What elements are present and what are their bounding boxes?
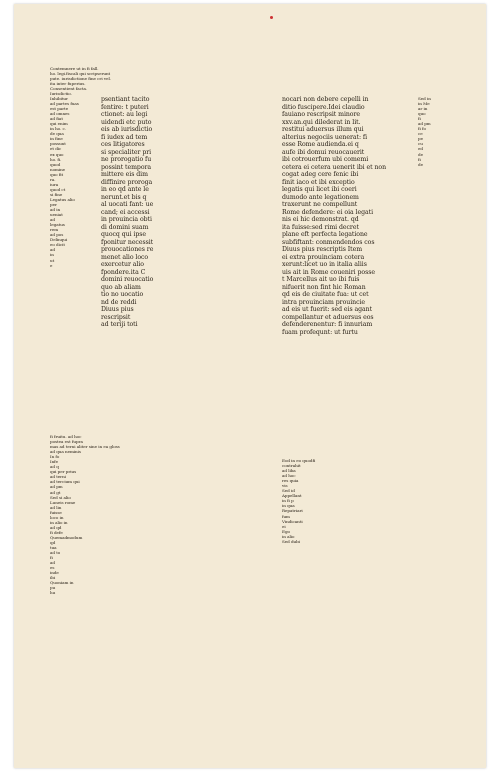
text-line: Iurisdictio.: [50, 91, 72, 97]
text-line: menet alio loco: [101, 253, 149, 261]
text-line: ad eis ut fuerit: sed eis agant: [282, 306, 373, 313]
margin-gloss-right: [418, 96, 460, 167]
text-line: ce: [418, 131, 423, 137]
text-line: Appellant: [282, 493, 302, 499]
text-line: aufe ibi domui reuocauerit: [282, 148, 365, 156]
text-line: ad tercium qui: [50, 479, 80, 485]
text-line: qui enim: [50, 121, 68, 127]
text-line: qui per prius: [50, 469, 77, 475]
text-line: nomine: [50, 166, 66, 172]
text-line: ad teriji toti: [101, 321, 138, 328]
text-line: si fine: [50, 191, 63, 197]
text-line: ad q: [50, 464, 59, 470]
text-line: fentire: t puteri: [101, 103, 149, 111]
text-line: esse Rome audienda.ei q: [282, 141, 359, 148]
text-line: si specialiter pri: [101, 148, 152, 156]
text-line: quo: [418, 111, 426, 117]
text-line: ad pos: [50, 232, 64, 238]
text-line: Legatus alio: [50, 196, 75, 202]
text-line: alterius negociis uenerat: fi: [282, 133, 368, 141]
text-line: nocari non debere cepelli in: [282, 96, 369, 103]
text-line: Sed id: [282, 488, 295, 494]
text-line: diffinire proroga: [101, 178, 153, 186]
text-line: mittere eis dim: [101, 171, 148, 178]
text-line: Infe: [50, 459, 58, 465]
text-line: qd eis de ciuitate fua: ut cet: [282, 291, 369, 298]
text-line: Rome defendere: ei oia legati: [282, 208, 374, 216]
text-line: Sed si alio: [50, 494, 71, 500]
text-line: ex quo: [50, 151, 64, 157]
text-line: cu: [418, 141, 423, 147]
text-line: tio no uocatio: [101, 291, 144, 298]
text-line: quocq qui ipse: [101, 231, 147, 238]
text-line: Repatriari: [282, 508, 303, 514]
text-line: Diuus pius: [101, 306, 134, 313]
margin-gloss-left: [50, 96, 98, 268]
text-line: fi iudex ad tem: [101, 133, 148, 141]
text-line: psentiant tacito: [101, 96, 150, 103]
text-line: finit iaco et ibi exceptio: [282, 178, 355, 186]
text-line: ho. fi.: [50, 156, 62, 162]
text-line: ad to: [50, 550, 61, 556]
text-line: in: [50, 252, 54, 258]
text-line: al uocati fant: ue: [101, 201, 154, 208]
red-ink-dot: [270, 16, 273, 19]
text-line: hu: [50, 590, 56, 596]
text-line: ad partes fuas: [50, 101, 79, 107]
text-line: fponitur necessit: [101, 238, 154, 246]
text-line: uis ait in Rome coueniri posse: [282, 268, 375, 276]
text-line: t Marcellus ait uo ibi fuis: [282, 276, 360, 283]
text-line: ho. legi.fiscali qui scripserunt: [50, 71, 111, 77]
text-line: fauiano rescripsit minore: [282, 111, 361, 118]
text-line: eis ab iurisdictio: [101, 126, 153, 133]
text-line: in Me: [418, 101, 430, 107]
text-line: ad gt: [50, 489, 61, 495]
text-line: de: [418, 151, 423, 157]
text-line: pu: [50, 585, 56, 591]
text-line: in alio: [282, 533, 295, 539]
text-line: Vindicanti: [282, 518, 303, 524]
text-line: xerunt:licet uo in italia aliis: [282, 261, 367, 268]
text-line: traxerunt ne compellunt: [282, 201, 358, 208]
text-line: est parte: [50, 106, 69, 112]
text-line: fi fruitu. ad hoc: [50, 434, 82, 439]
text-line: mas ad terni aliter sine in ea gloss: [50, 444, 120, 450]
text-line: ueniat: [50, 212, 63, 218]
text-line: pe: [418, 136, 423, 142]
text-line: ces litigatores: [101, 141, 145, 148]
text-line: per: [50, 201, 57, 207]
text-line: ut: [50, 257, 55, 263]
text-line: nis ei hic demonstrat. qd: [282, 216, 359, 223]
text-line: Ego: [282, 528, 290, 534]
text-line: legatis qui licet ibi coeri: [282, 186, 357, 193]
text-line: Quemadmodum: [50, 534, 83, 540]
main-text-left: [101, 96, 177, 329]
text-line: ad qua neminis: [50, 449, 81, 455]
text-line: fi: [418, 116, 421, 122]
text-line: ad pm: [50, 484, 63, 490]
text-line: e: [50, 262, 53, 268]
text-line: Delinqui: [50, 237, 68, 243]
text-line: ibi: [50, 575, 56, 581]
text-line: de qua: [50, 131, 64, 137]
main-text-right: [282, 96, 412, 336]
text-line: ad liba: [282, 468, 296, 474]
text-line: ad hoc: [282, 473, 296, 479]
text-line: ad: [50, 560, 55, 566]
text-line: quod ct: [50, 186, 66, 192]
text-line: in qua: [282, 503, 295, 509]
text-line: ibi cotrouerfum ubi comemi: [282, 156, 369, 163]
text-line: rescripsit: [101, 313, 131, 321]
text-line: de: [418, 161, 423, 167]
text-line: loco in: [50, 514, 64, 520]
gloss-top-left: [50, 66, 272, 96]
text-line: eo dicit: [50, 242, 65, 248]
text-line: legatus: [50, 222, 65, 228]
gloss-bottom-right: [282, 458, 458, 544]
text-line: tua: [50, 545, 57, 551]
text-line: ra.: [50, 176, 56, 182]
text-line: fuam profequnt: ut furtu: [282, 328, 358, 336]
text-line: ad lin: [50, 504, 62, 510]
text-line: domini reuocatio: [101, 276, 154, 283]
text-line: prouocationes re: [101, 246, 154, 253]
text-line: iura: [50, 181, 59, 187]
text-line: restitui aduersus illum qui: [282, 126, 364, 133]
text-line: Consentient facta.: [50, 86, 88, 92]
text-line: qd: [50, 539, 56, 545]
text-line: es: [50, 565, 55, 571]
text-line: dumodo ante legationem: [282, 193, 359, 201]
text-line: ad qd: [50, 524, 62, 530]
text-line: fum: [282, 513, 290, 519]
text-line: Sed dubi: [282, 538, 300, 544]
text-line: nerunt.et bis q: [101, 193, 147, 201]
text-line: contrahit: [282, 463, 301, 469]
text-line: et dic: [50, 146, 62, 152]
text-line: ad pm: [418, 121, 431, 127]
text-line: fi fo: [418, 126, 426, 132]
text-line: uidendi etc puto: [101, 118, 152, 126]
text-line: ne prorogatio fu: [101, 156, 152, 163]
text-line: In fo: [50, 454, 60, 460]
text-line: ei: [282, 523, 286, 529]
text-line: Diuus pius rescriptis Item: [282, 246, 363, 253]
text-line: ar in: [418, 106, 428, 112]
text-line: ad: [50, 217, 55, 223]
text-line: ed: [418, 146, 423, 152]
text-line: intra prouinciam prouincie: [282, 298, 366, 306]
text-line: plane eft perfecta legatione: [282, 231, 368, 238]
text-line: quod: [50, 161, 61, 167]
text-line: compellantur et aduersus eos: [282, 313, 374, 321]
text-line: Contemnere ut in fi fall.: [50, 66, 99, 71]
text-line: cand; ei accessi: [101, 208, 150, 216]
text-line: inde: [50, 570, 59, 576]
text-line: ita fuisse:sed rimi decret: [282, 223, 359, 231]
text-line: ita inter fuperius.: [50, 81, 86, 87]
text-line: Sed in: [418, 96, 431, 101]
text-line: fpondere.ita C: [101, 268, 146, 276]
text-line: postea est fupra: [50, 439, 83, 445]
text-line: in ho. c.: [50, 126, 67, 132]
text-line: res quia: [282, 478, 299, 484]
text-line: Eod in eo quodfi: [282, 458, 316, 463]
text-line: subfiftant: conmendendos cos: [282, 238, 375, 246]
text-line: ditio fuscipere.Idei claudio: [282, 103, 365, 111]
text-line: di domini suam: [101, 223, 149, 231]
text-line: defenderenentur: fi innuriam: [282, 321, 373, 328]
text-line: ad terni: [50, 474, 66, 480]
text-line: fuisse: [50, 509, 62, 515]
text-line: ad omnes: [50, 111, 70, 117]
gloss-bottom-left: [50, 434, 272, 596]
text-line: in fi p: [282, 498, 294, 504]
text-line: in alio in: [50, 519, 68, 525]
text-line: cogat adeg cere fenic ibi: [282, 171, 359, 178]
text-line: xxv.an.qui dilederat in lit.: [282, 118, 361, 126]
text-line: fi: [50, 555, 53, 561]
text-line: rem: [50, 227, 59, 233]
text-line: nifuerit non fint hic Roman: [282, 283, 366, 291]
text-line: in prouincia obti: [101, 216, 152, 223]
text-line: Luneis rome: [50, 499, 76, 505]
text-line: in eo qd ante le: [101, 186, 149, 193]
text-line: possint tempora: [101, 163, 152, 171]
text-line: Inhibitur: [50, 96, 68, 101]
text-line: quo ab aliam: [101, 283, 141, 291]
text-line: pute. iurisdictione fine cri vel.: [50, 76, 111, 82]
text-line: quo fit: [50, 171, 64, 177]
text-line: exercetur alio: [101, 261, 144, 268]
text-line: fi defe: [50, 529, 63, 535]
text-line: Quoniam in: [50, 580, 74, 586]
text-line: cetera ei cetera uenerit ibi et non: [282, 163, 387, 171]
text-line: possunt: [50, 141, 66, 147]
text-line: in fine: [50, 136, 63, 142]
text-line: vis: [282, 483, 288, 489]
text-line: fi: [418, 156, 421, 162]
text-line: ad: [50, 247, 55, 253]
text-line: ad fiat: [50, 116, 63, 122]
text-line: ei extra prouinciam cotera: [282, 253, 365, 261]
text-line: ad in: [50, 207, 61, 213]
text-line: ctionet: au legi: [101, 111, 148, 118]
text-line: nd de reddi: [101, 298, 137, 306]
